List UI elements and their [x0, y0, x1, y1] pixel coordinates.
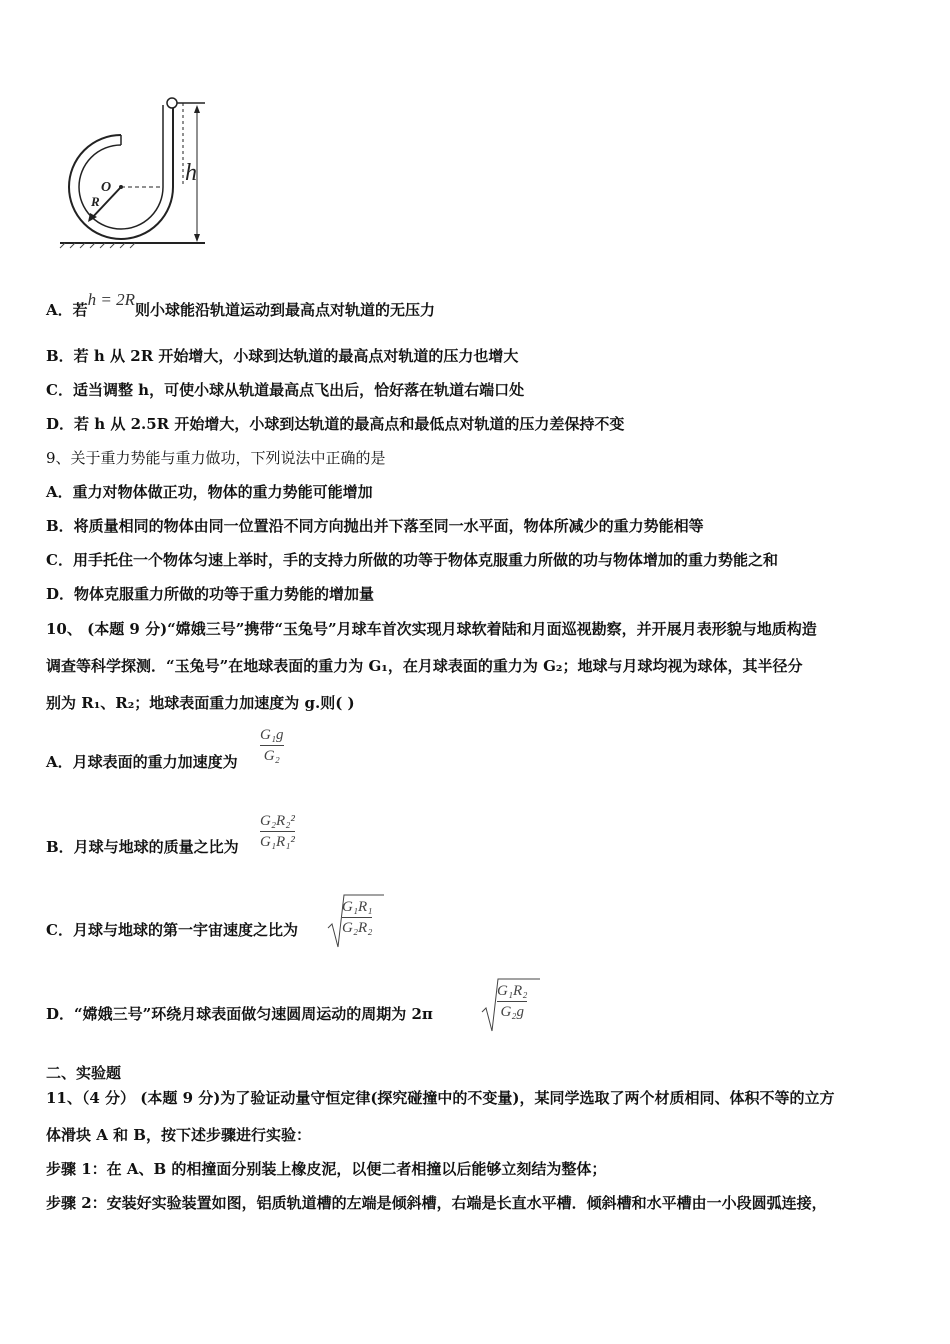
q11-stem-line1: 11、（4 分） (本题 9 分)为了验证动量守恒定律(探究碰撞中的不变量)，某同学选取了两个材质相同、体积不等的立方 [46, 1089, 835, 1107]
q10-option-b-fraction: G₂R₂² G₁R₁² [260, 813, 295, 850]
section-title: 二、实验题 [46, 1064, 122, 1082]
q8-option-a: A．若h = 2R则小球能沿轨道运动到最高点对轨道的无压力 [46, 290, 436, 319]
q8-option-b: B．若 h 从 2R 开始增大，小球到达轨道的最高点对轨道的压力也增大 [46, 347, 519, 365]
q8-option-c: C．适当调整 h，可使小球从轨道最高点飞出后，恰好落在轨道右端口处 [46, 381, 525, 399]
loop-track-figure [55, 95, 215, 255]
q10-stem-line3: 别为 R₁、R₂；地球表面重力加速度为 g.则( ) [46, 694, 355, 712]
q10-option-a-fraction: G₁g G₂ [260, 727, 284, 764]
q10-option-c: C．月球与地球的第一宇宙速度之比为 [46, 921, 298, 939]
q9-option-a: A．重力对物体做正功，物体的重力势能可能增加 [46, 483, 373, 501]
q9-option-d: D．物体克服重力所做的功等于重力势能的增加量 [46, 585, 375, 603]
q10-option-a: A．月球表面的重力加速度为 [46, 753, 238, 771]
q10-stem-line2: 调查等科学探测．“玉兔号”在地球表面的重力为 G₁，在月球表面的重力为 G₂；地球与月球均视为球体，其半径分 [46, 657, 803, 675]
figure-label-h: h [185, 160, 197, 186]
q11-stem-line2: 体滑块 A 和 B，按下述步骤进行实验： [46, 1126, 311, 1144]
q9-stem: 9、关于重力势能与重力做功，下列说法中正确的是 [46, 449, 386, 467]
q10-option-d: D．“嫦娥三号”环绕月球表面做匀速圆周运动的周期为 2π [46, 1005, 433, 1023]
q9-option-c: C．用手托住一个物体匀速上举时，手的支持力所做的功等于物体克服重力所做的功与物体增加的重力势能之和 [46, 551, 778, 569]
q10-option-b: B．月球与地球的质量之比为 [46, 838, 239, 856]
figure-label-O: O [101, 180, 112, 195]
q11-step1: 步骤 1：在 A、B 的相撞面分别装上橡皮泥，以便二者相撞以后能够立刻结为整体； [46, 1160, 607, 1178]
q10-option-c-fraction: G₁R₁ G₂R₂ [342, 899, 373, 936]
q11-step2: 步骤 2：安装好实验装置如图，铝质轨道槽的左端是倾斜槽，右端是长直水平槽．倾斜槽和水平槽由一小段圆弧连接， [46, 1194, 827, 1212]
q9-option-b: B．将质量相同的物体由同一位置沿不同方向抛出并下落至同一水平面，物体所减少的重力势能相等 [46, 517, 704, 535]
figure-label-R: R [91, 194, 100, 209]
q10-stem-line1: 10、 (本题 9 分)“嫦娥三号”携带“玉兔号”月球车首次实现月球软着陆和月面巡视勘察，并开展月表形貌与地质构造 [46, 620, 817, 638]
q10-option-d-fraction: G₁R₂ G₂g [497, 983, 528, 1020]
q8-option-d: D．若 h 从 2.5R 开始增大，小球到达轨道的最高点和最低点对轨道的压力差保持不变 [46, 415, 625, 433]
